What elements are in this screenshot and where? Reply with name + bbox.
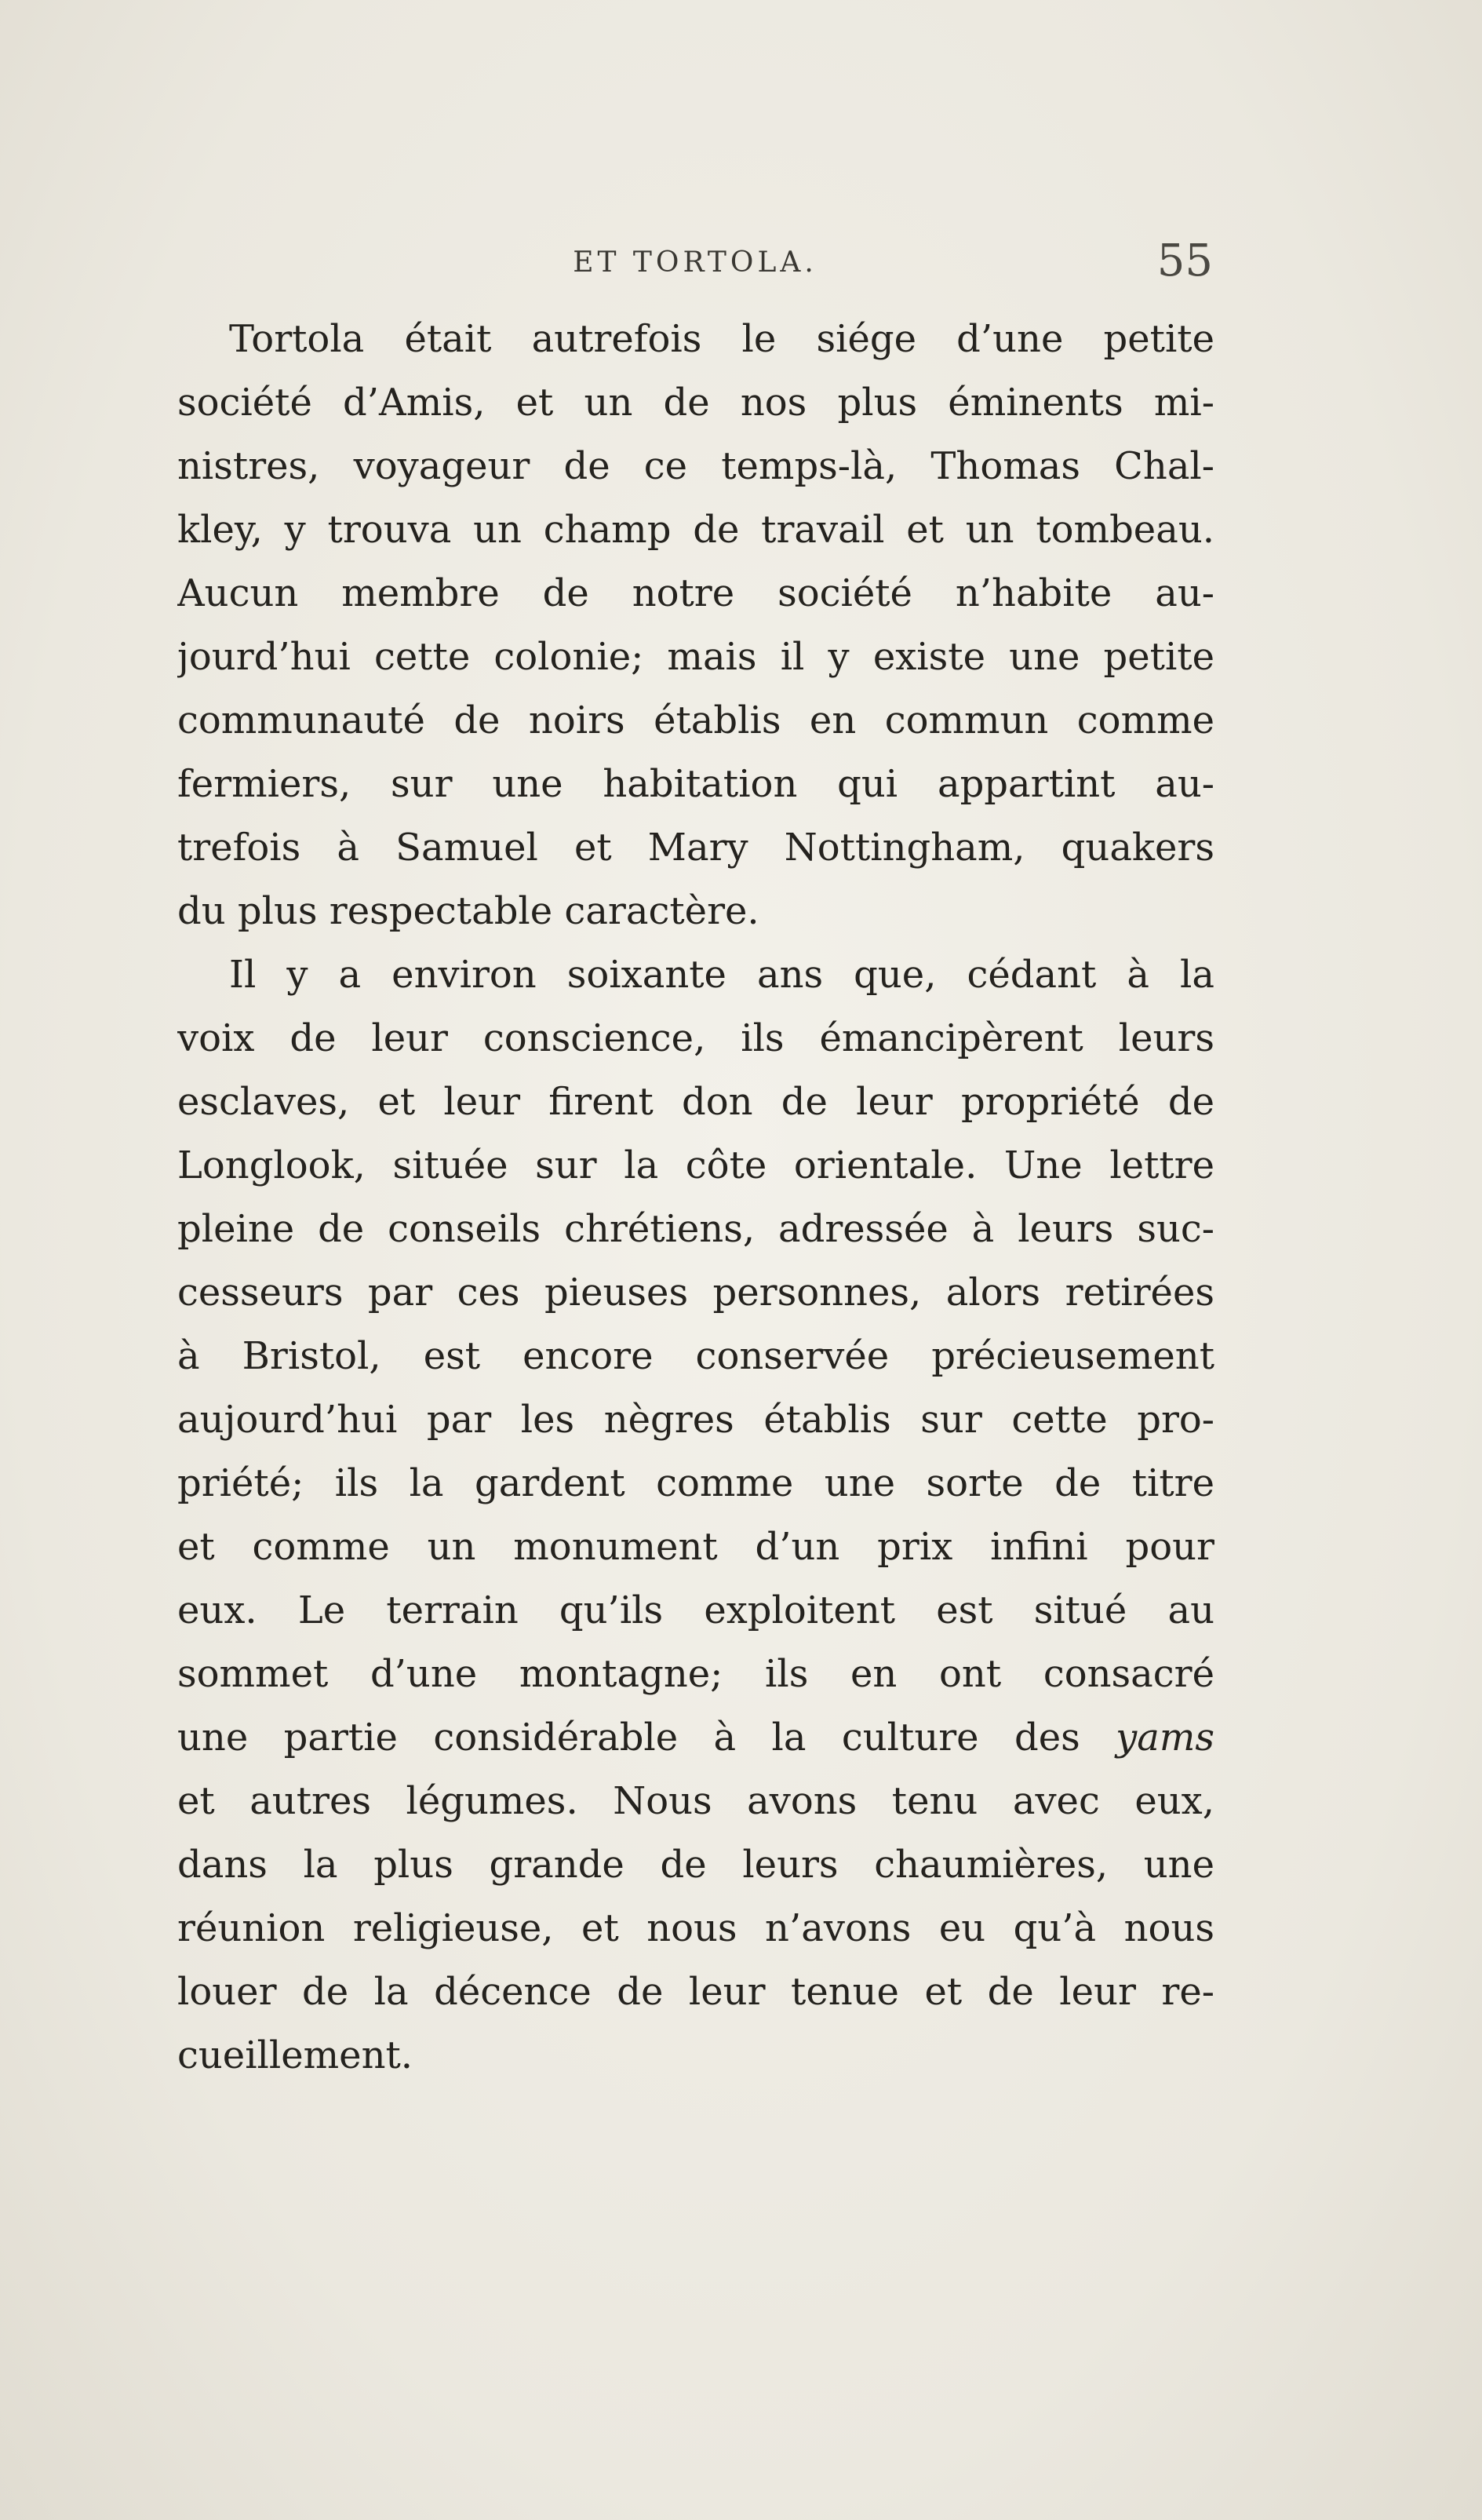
text-line: aujourd’hui par les nègres établis sur cette pro- [177,1398,1214,1442]
text-line: dans la plus grande de leurs chaumières, une [177,1843,1214,1887]
text-line: à Bristol, est encore conservée précieusement [177,1334,1214,1378]
text-line: et autres légumes. Nous avons tenu avec eux, [177,1779,1214,1823]
text-line: kley, y trouva un champ de travail et un tombeau. [177,508,1214,552]
running-head [177,235,1213,298]
text-line: du plus respectable caractère. [177,889,759,933]
body-text [177,308,1214,2088]
text-run: une partie considérable à la culture des [177,1716,1116,1760]
text-line: esclaves, et leur firent don de leur propriété de [177,1080,1214,1124]
text-line: trefois à Samuel et Mary Nottingham, quakers [177,826,1214,870]
text-line: réunion religieuse, et nous n’avons eu qu’à nous [177,1906,1214,1950]
text-line: Aucun membre de notre société n’habite au- [177,571,1214,615]
text-line: priété; ils la gardent comme une sorte de titre [177,1461,1214,1505]
text-line: Longlook, située sur la côte orientale. Une lettre [177,1143,1214,1187]
paragraph-2 [177,943,1214,2088]
text-line: sommet d’une montagne; ils en ont consacré [177,1652,1214,1696]
text-line: cueillement. [177,2033,413,2077]
text-line: société d’Amis, et un de nos plus éminents mi- [177,381,1214,425]
text-line: voix de leur conscience, ils émancipèrent leurs [177,1016,1214,1060]
paragraph-1 [177,308,1214,943]
text-line: communauté de noirs établis en commun comme [177,698,1214,742]
text-line: nistres, voyageur de ce temps-là, Thomas Chal- [177,444,1214,488]
text-line: cesseurs par ces pieuses personnes, alors retirées [177,1271,1214,1315]
text-line: et comme un monument d’un prix infini pour [177,1525,1214,1569]
text-line: Il y a environ soixante ans que, cédant à la [229,953,1214,997]
text-line: jourd’hui cette colonie; mais il y existe une petite [177,635,1214,679]
text-line: pleine de conseils chrétiens, adressée à leurs suc- [177,1207,1214,1251]
text-line: louer de la décence de leur tenue et de leur re- [177,1970,1214,2014]
text-line: Tortola était autrefois le siége d’une petite [229,317,1214,361]
page-number: 55 [1156,235,1213,286]
text-line: fermiers, sur une habitation qui appartint au- [177,762,1214,806]
text-line: eux. Le terrain qu’ils exploitent est situé au [177,1588,1214,1632]
text-line-with-italic [177,1706,1214,1770]
running-title: ET TORTOLA. [573,246,817,279]
italic-word: yams [1116,1716,1214,1760]
